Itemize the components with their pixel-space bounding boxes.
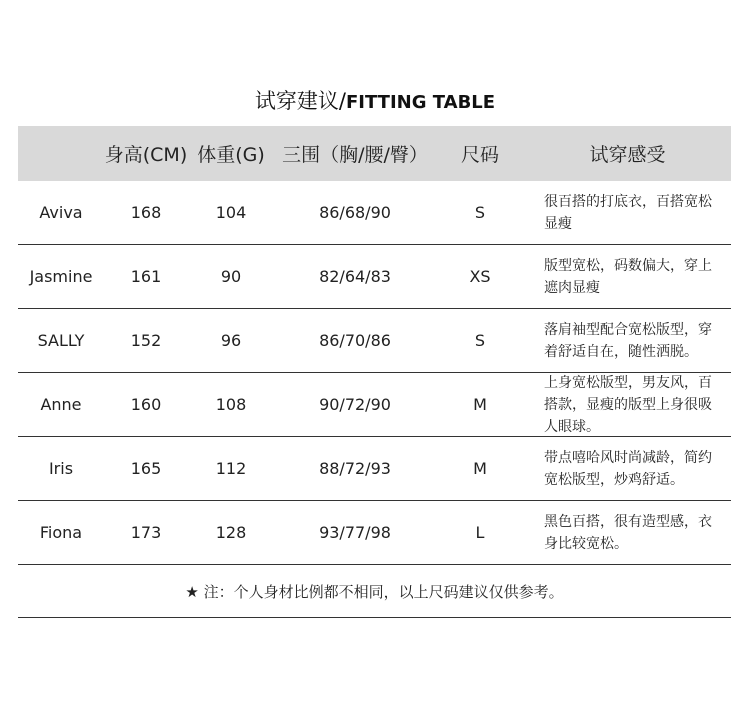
table-row — [18, 245, 731, 309]
cell-weight: 90 — [220, 267, 242, 286]
cell-size: M — [473, 459, 487, 478]
title-zh: 试穿建议/ — [254, 89, 346, 113]
table-header — [18, 126, 731, 181]
title-en: FITTING TABLE — [346, 92, 496, 113]
cell-measurements: 88/72/93 — [319, 459, 391, 478]
cell-size: XS — [469, 267, 491, 286]
cell-feel: 黑色百搭，很有造型感，衣身比较宽松。 — [544, 513, 712, 552]
cell-measurements: 93/77/98 — [319, 523, 391, 542]
cell-size: M — [473, 395, 487, 414]
cell-measurements: 90/72/90 — [319, 395, 391, 414]
cell-size: S — [474, 203, 486, 222]
table-row — [18, 181, 731, 245]
cell-feel: 很百搭的打底衣，百搭宽松显瘦 — [544, 193, 712, 232]
cell-name: SALLY — [37, 331, 85, 350]
cell-feel: 版型宽松，码数偏大，穿上遮肉显瘦 — [544, 257, 712, 296]
cell-measurements: 82/64/83 — [319, 267, 391, 286]
table-row — [18, 501, 731, 565]
cell-feel: 落肩袖型配合宽松版型，穿着舒适自在，随性洒脱。 — [544, 321, 712, 360]
cell-name: Aviva — [39, 203, 83, 222]
cell-height: 168 — [130, 203, 162, 222]
fitting-table — [18, 126, 731, 618]
cell-name: Jasmine — [29, 267, 93, 286]
header-feel: 试穿感受 — [589, 144, 666, 166]
cell-height: 160 — [130, 395, 162, 414]
cell-size: L — [475, 523, 485, 542]
table-row — [18, 437, 731, 501]
page-title — [0, 86, 750, 118]
cell-name: Iris — [48, 459, 74, 478]
cell-weight: 112 — [215, 459, 247, 478]
cell-height: 165 — [130, 459, 162, 478]
cell-measurements: 86/68/90 — [319, 203, 391, 222]
cell-size: S — [474, 331, 486, 350]
cell-weight: 104 — [215, 203, 247, 222]
table-row — [18, 373, 731, 437]
cell-name: Fiona — [39, 523, 83, 542]
header-weight: 体重(G) — [197, 144, 265, 166]
cell-height: 152 — [130, 331, 162, 350]
header-measurements: 三围（胸/腰/臀） — [282, 144, 428, 166]
cell-weight: 108 — [215, 395, 247, 414]
cell-feel: 上身宽松版型，男友风，百搭款，显瘦的版型上身很吸人眼球。 — [544, 374, 712, 435]
table-row — [18, 309, 731, 373]
footnote: ★ 注：个人身材比例都不相同，以上尺码建议仅供参考。 — [18, 565, 731, 618]
cell-measurements: 86/70/86 — [319, 331, 391, 350]
header-height: 身高(CM) — [104, 144, 188, 166]
header-size: 尺码 — [460, 144, 499, 166]
cell-weight: 96 — [220, 331, 242, 350]
cell-height: 161 — [130, 267, 162, 286]
cell-weight: 128 — [215, 523, 247, 542]
cell-feel: 带点嘻哈风时尚减龄，简约宽松版型，炒鸡舒适。 — [544, 449, 712, 488]
cell-name: Anne — [40, 395, 82, 414]
cell-height: 173 — [130, 523, 162, 542]
